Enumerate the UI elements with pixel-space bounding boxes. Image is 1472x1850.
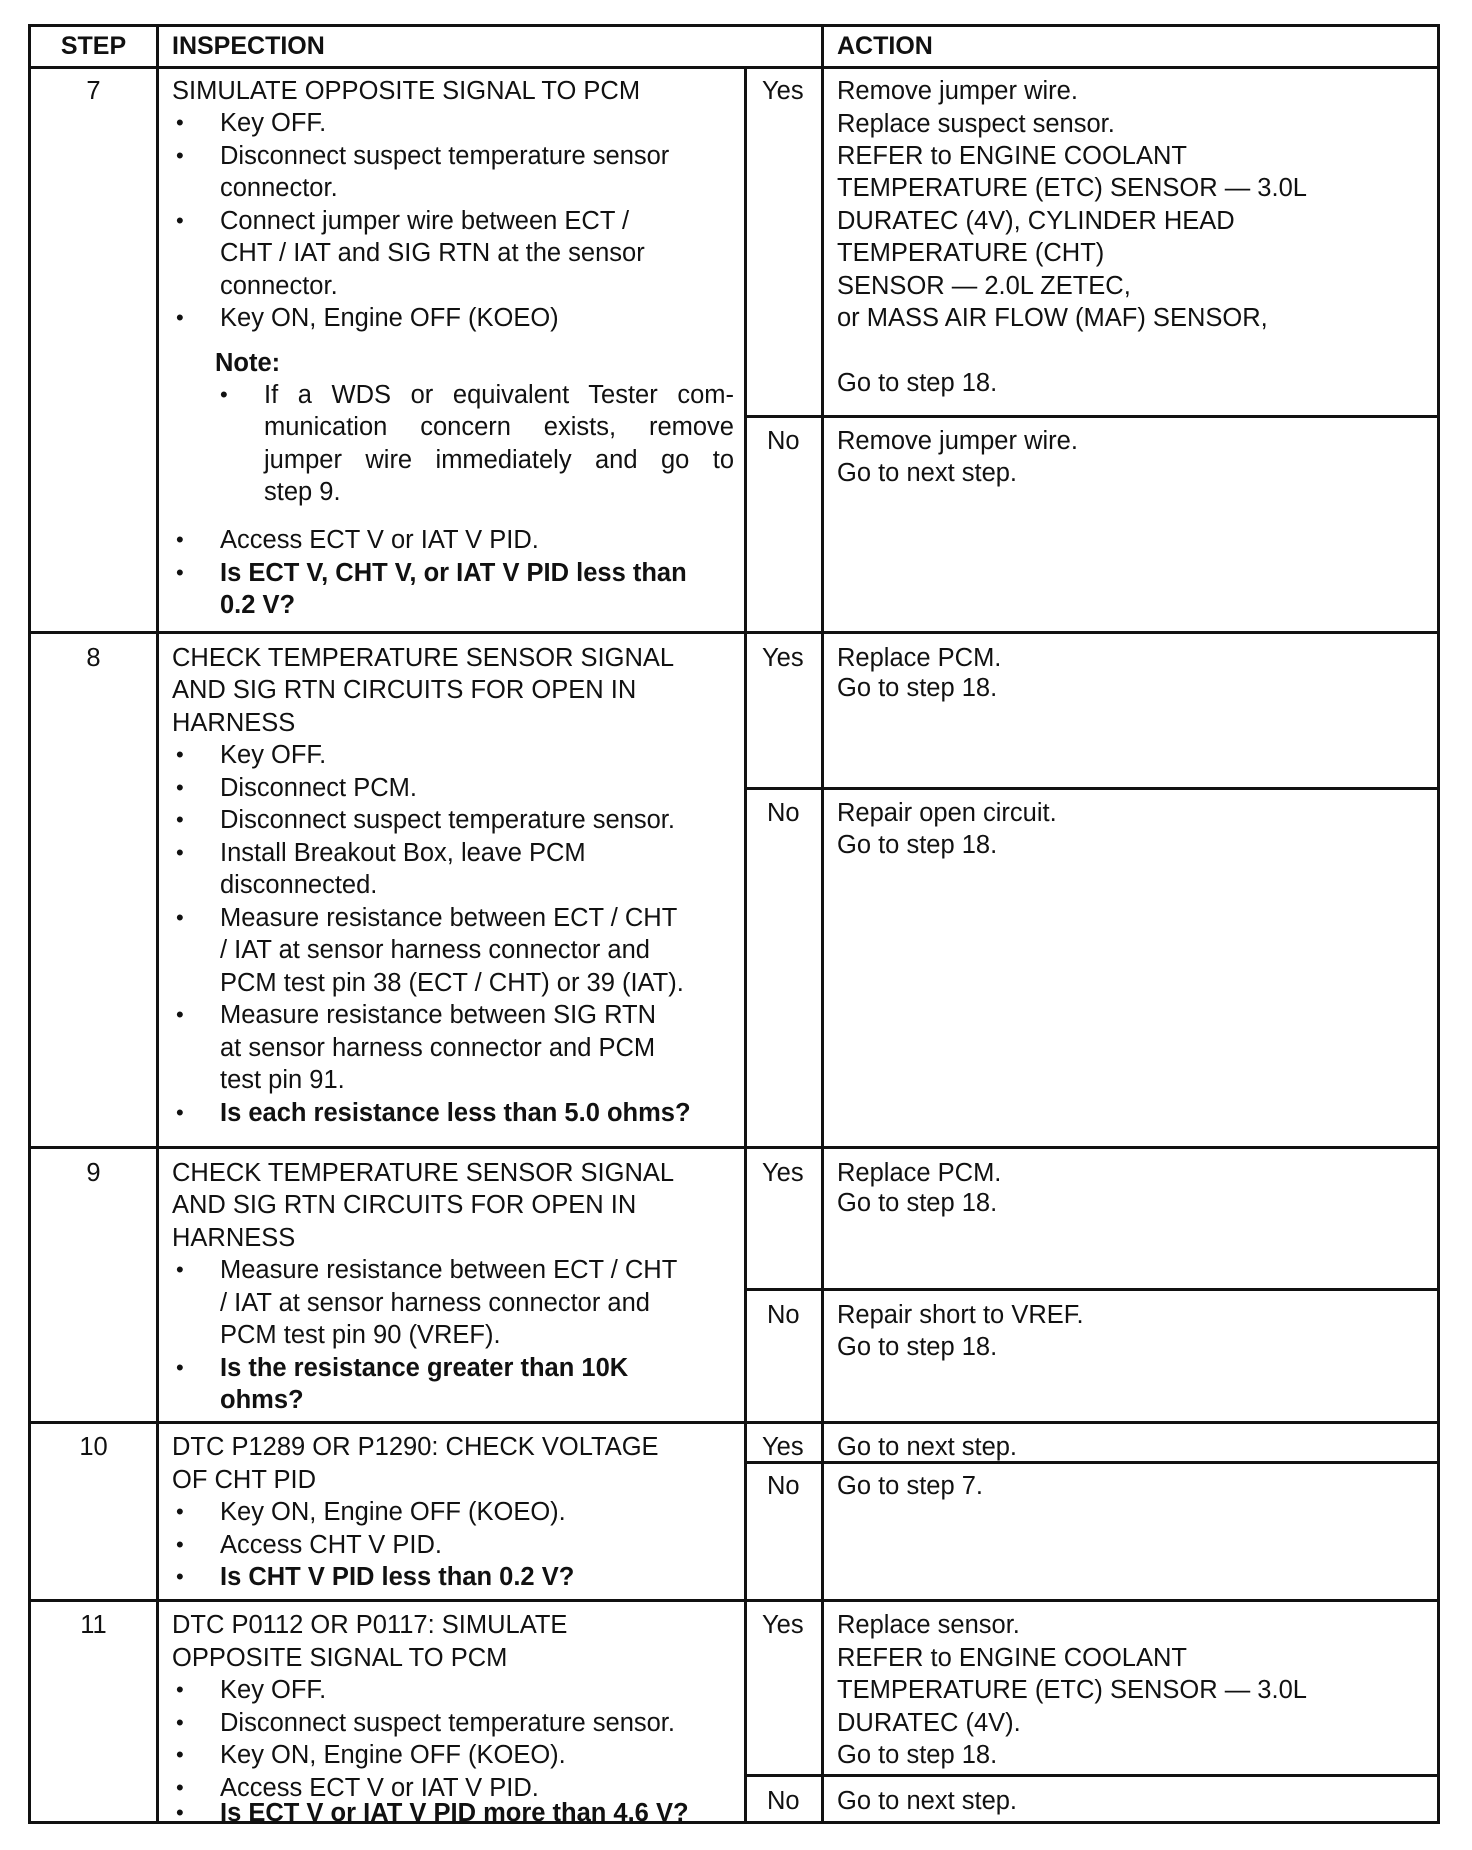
inspection-line: Key OFF. [220, 109, 327, 137]
inspection-line: Access ECT V or IAT V PID. [220, 526, 539, 554]
action-line: Go to step 18. [837, 1333, 998, 1361]
action-line: Repair short to VREF. [837, 1301, 1084, 1329]
inspection-line: Measure resistance between ECT / CHT [220, 904, 678, 932]
yes-label: Yes [762, 1611, 804, 1639]
header-inspection: INSPECTION [172, 32, 325, 60]
note-label: Note: [215, 349, 281, 377]
action-line: Replace sensor. [837, 1611, 1020, 1639]
action-line: Replace PCM. [837, 1159, 1002, 1187]
inspection-line: connector. [220, 174, 338, 202]
no-label: No [767, 1301, 800, 1329]
inspection-question: 0.2 V? [220, 591, 296, 619]
no-label: No [767, 427, 800, 455]
inspection-line: CHT / IAT and SIG RTN at the sensor [220, 239, 645, 267]
bullet: • [176, 840, 184, 865]
inspection-line: disconnected. [220, 871, 378, 899]
bullet: • [176, 1499, 184, 1524]
bullet: • [176, 905, 184, 930]
no-label: No [767, 1787, 800, 1815]
col-divider-step [156, 27, 159, 1821]
bullet: • [176, 1257, 184, 1282]
inspection-line: Disconnect suspect temperature sensor. [220, 806, 675, 834]
inspection-line: PCM test pin 38 (ECT / CHT) or 39 (IAT). [220, 969, 684, 997]
step-number: 8 [86, 644, 101, 672]
step-title: OF CHT PID [172, 1466, 317, 1494]
action-line: Go to step 7. [837, 1472, 984, 1500]
inspection-line: Key OFF. [220, 741, 327, 769]
bullet: • [176, 527, 184, 552]
inspection-line: Key ON, Engine OFF (KOEO) [220, 304, 559, 332]
action-line: TEMPERATURE (ETC) SENSOR — 3.0L [837, 1676, 1307, 1704]
action-line: Remove jumper wire. [837, 427, 1078, 455]
bullet: • [176, 775, 184, 800]
bullet: • [176, 1564, 184, 1589]
action-line: DURATEC (4V), CYLINDER HEAD [837, 207, 1235, 235]
inspection-line: Disconnect suspect temperature sensor. [220, 1709, 675, 1737]
action-line: Go to step 18. [837, 1189, 998, 1217]
action-line: SENSOR — 2.0L ZETEC, [837, 272, 1131, 300]
action-line: Go to step 18. [837, 369, 998, 397]
action-line: REFER to ENGINE COOLANT [837, 1644, 1187, 1672]
action-line: Go to step 18. [837, 831, 998, 859]
note-line: If a WDS or equivalent Tester com- [264, 381, 734, 409]
action-line: TEMPERATURE (ETC) SENSOR — 3.0L [837, 174, 1307, 202]
step-title: OPPOSITE SIGNAL TO PCM [172, 1644, 508, 1672]
yes-label: Yes [762, 1433, 804, 1461]
bullet: • [176, 1100, 184, 1125]
step-title: SIMULATE OPPOSITE SIGNAL TO PCM [172, 77, 641, 105]
inspection-line: Disconnect PCM. [220, 774, 417, 802]
step-title: DTC P0112 OR P0117: SIMULATE [172, 1611, 568, 1639]
note-line: step 9. [264, 478, 341, 506]
inspection-line: / IAT at sensor harness connector and [220, 1289, 650, 1317]
bullet: • [176, 143, 184, 168]
note-line: munication concern exists, remove [264, 413, 734, 441]
col-divider-answer [821, 27, 824, 1821]
bullet: • [176, 1800, 184, 1825]
inspection-line: Key ON, Engine OFF (KOEO). [220, 1741, 566, 1769]
row-divider-7-8 [31, 631, 1437, 634]
step-number: 10 [79, 1433, 108, 1461]
bullet: • [176, 1677, 184, 1702]
action-line: REFER to ENGINE COOLANT [837, 142, 1187, 170]
inspection-question: ohms? [220, 1386, 304, 1414]
inspection-line: Access ECT V or IAT V PID. [220, 1774, 539, 1802]
yes-label: Yes [762, 644, 804, 672]
bullet: • [176, 1742, 184, 1767]
action-line: Go to step 18. [837, 1741, 998, 1769]
step-title: AND SIG RTN CIRCUITS FOR OPEN IN [172, 676, 637, 704]
no-label: No [767, 1472, 800, 1500]
step-number: 7 [86, 77, 101, 105]
row-divider-9-10 [31, 1421, 1437, 1424]
bullet: • [176, 560, 184, 585]
step-title: DTC P1289 OR P1290: CHECK VOLTAGE [172, 1433, 659, 1461]
bullet: • [176, 807, 184, 832]
inspection-question: Is each resistance less than 5.0 ohms? [220, 1099, 691, 1127]
action-line: Go to next step. [837, 1787, 1018, 1815]
bullet: • [176, 1532, 184, 1557]
action-line: or MASS AIR FLOW (MAF) SENSOR, [837, 304, 1268, 332]
inspection-line: Measure resistance between SIG RTN [220, 1001, 657, 1029]
inspection-line: Access CHT V PID. [220, 1531, 442, 1559]
yes-no-divider-7 [744, 415, 1437, 418]
action-line: Replace PCM. [837, 644, 1002, 672]
col-divider-yesno [744, 69, 747, 1821]
action-line: Go to next step. [837, 1433, 1018, 1461]
bullet: • [220, 382, 228, 407]
action-line: Go to step 18. [837, 674, 998, 702]
inspection-line: PCM test pin 90 (VREF). [220, 1321, 501, 1349]
bullet: • [176, 305, 184, 330]
action-line: DURATEC (4V). [837, 1709, 1021, 1737]
inspection-question: Is the resistance greater than 10K [220, 1354, 629, 1382]
step-number: 11 [80, 1611, 107, 1639]
row-divider-8-9 [31, 1146, 1437, 1149]
action-line: Go to next step. [837, 459, 1018, 487]
inspection-line: Key OFF. [220, 1676, 327, 1704]
yes-no-divider-8 [744, 787, 1437, 790]
inspection-line: / IAT at sensor harness connector and [220, 936, 650, 964]
bullet: • [176, 110, 184, 135]
step-title: HARNESS [172, 709, 296, 737]
action-line: Remove jumper wire. [837, 77, 1078, 105]
yes-label: Yes [762, 1159, 804, 1187]
yes-no-divider-9 [744, 1288, 1437, 1291]
inspection-question: Is CHT V PID less than 0.2 V? [220, 1563, 575, 1591]
step-title: CHECK TEMPERATURE SENSOR SIGNAL [172, 644, 675, 672]
inspection-line: Key ON, Engine OFF (KOEO). [220, 1498, 566, 1526]
action-line: Repair open circuit. [837, 799, 1057, 827]
action-line: TEMPERATURE (CHT) [837, 239, 1105, 267]
yes-label: Yes [762, 77, 804, 105]
header-divider [31, 66, 1437, 69]
step-title: CHECK TEMPERATURE SENSOR SIGNAL [172, 1159, 675, 1187]
inspection-line: Connect jumper wire between ECT / [220, 207, 630, 235]
inspection-line: connector. [220, 272, 338, 300]
step-title: HARNESS [172, 1224, 296, 1252]
inspection-question: Is ECT V, CHT V, or IAT V PID less than [220, 559, 687, 587]
inspection-question: Is ECT V or IAT V PID more than 4.6 V? [220, 1799, 689, 1827]
inspection-line: Install Breakout Box, leave PCM [220, 839, 586, 867]
inspection-line: Measure resistance between ECT / CHT [220, 1256, 678, 1284]
bullet: • [176, 1710, 184, 1735]
inspection-line: at sensor harness connector and PCM [220, 1034, 656, 1062]
step-title: AND SIG RTN CIRCUITS FOR OPEN IN [172, 1191, 637, 1219]
step-number: 9 [86, 1159, 101, 1187]
header-action: ACTION [837, 32, 933, 60]
action-line: Replace suspect sensor. [837, 110, 1115, 138]
bullet: • [176, 208, 184, 233]
diagnostic-table [28, 24, 1440, 1827]
yes-no-divider-11 [744, 1774, 1437, 1777]
bullet: • [176, 1355, 184, 1380]
header-step: STEP [60, 32, 127, 60]
row-divider-10-11 [31, 1599, 1437, 1602]
note-line: jumper wire immediately and go to [264, 446, 734, 474]
no-label: No [767, 799, 800, 827]
bullet: • [176, 1002, 184, 1027]
bullet: • [176, 1775, 184, 1800]
inspection-line: Disconnect suspect temperature sensor [220, 142, 670, 170]
inspection-line: test pin 91. [220, 1066, 345, 1094]
bullet: • [176, 742, 184, 767]
